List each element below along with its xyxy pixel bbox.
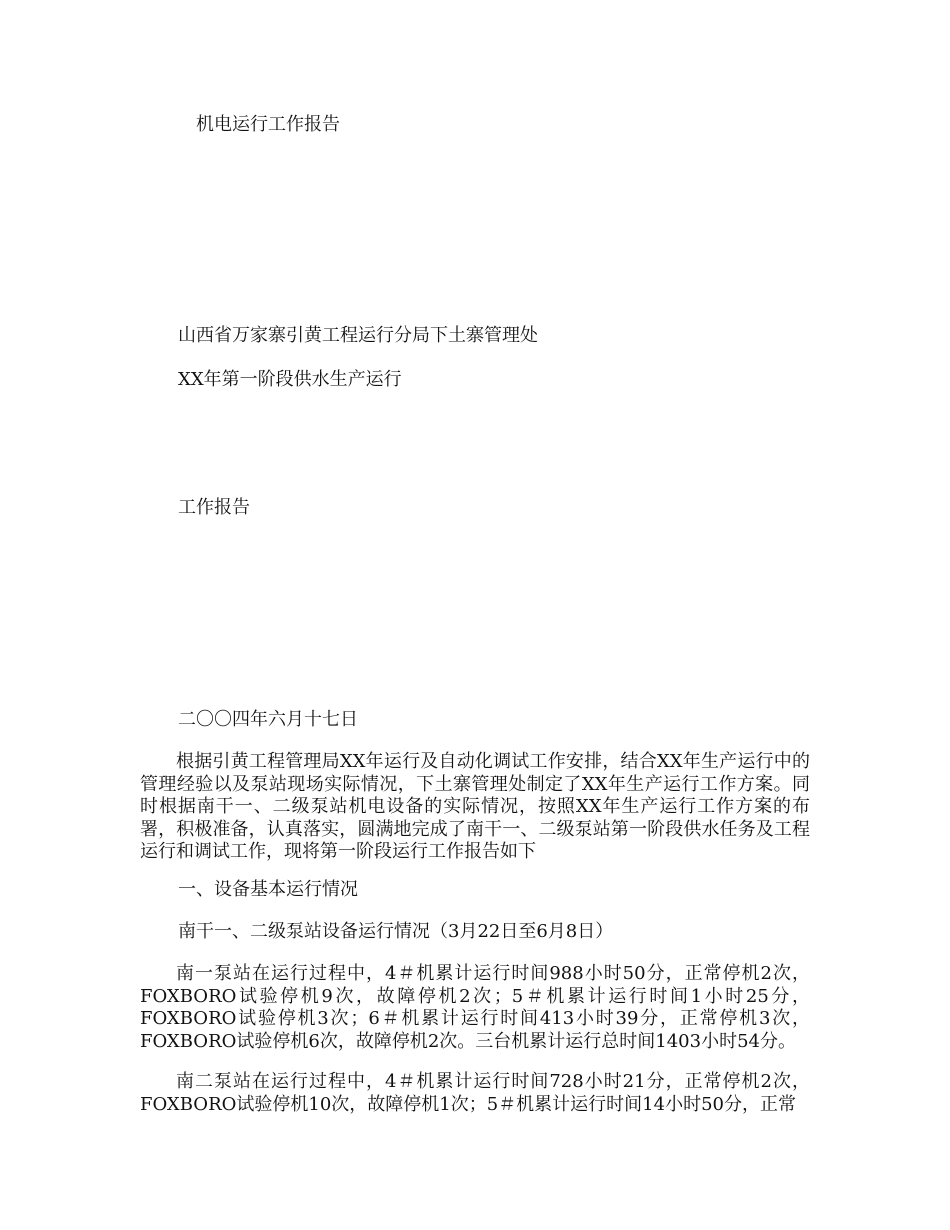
pump-station-2-paragraph: 南二泵站在运行过程中，4＃机累计运行时间728小时21分，正常停机2次，FOXBORO试验停机10次，故障停机1次；5＃机累计运行时间14小时50分，正常 bbox=[140, 1071, 810, 1115]
report-date: 二〇〇四年六月十七日 bbox=[178, 709, 358, 730]
section-heading: 一、设备基本运行情况 bbox=[178, 879, 358, 900]
report-subtitle: XX年第一阶段供水生产运行 bbox=[178, 369, 402, 390]
organization-name: 山西省万家寨引黄工程运行分局下土寨管理处 bbox=[178, 325, 538, 346]
section-subheading: 南干一、二级泵站设备运行情况（3月22日至6月8日） bbox=[178, 921, 614, 942]
report-label: 工作报告 bbox=[178, 497, 250, 518]
pump-station-1-paragraph: 南一泵站在运行过程中，4＃机累计运行时间988小时50分，正常停机2次，FOXBORO试验停机9次，故障停机2次；5＃机累计运行时间1小时25分，FOXBORO试验停机3次；6＃机累计运行时间413小时39分，正常停机3次，FOXBORO试验停机6次，故障停机2次。三台机累计运行总时间1403小时54分。 bbox=[140, 963, 810, 1052]
intro-paragraph: 根据引黄工程管理局XX年运行及自动化调试工作安排，结合XX年生产运行中的管理经验以及泵站现场实际情况，下土寨管理处制定了XX年生产运行工作方案。同时根据南干一、二级泵站机电设备的实际情况，按照XX年生产运行工作方案的布署，积极准备，认真落实，圆满地完成了南干一、二级泵站第一阶段供水任务及工程运行和调试工作，现将第一阶段运行工作报告如下 bbox=[140, 751, 810, 862]
document-title: 机电运行工作报告 bbox=[196, 114, 340, 135]
